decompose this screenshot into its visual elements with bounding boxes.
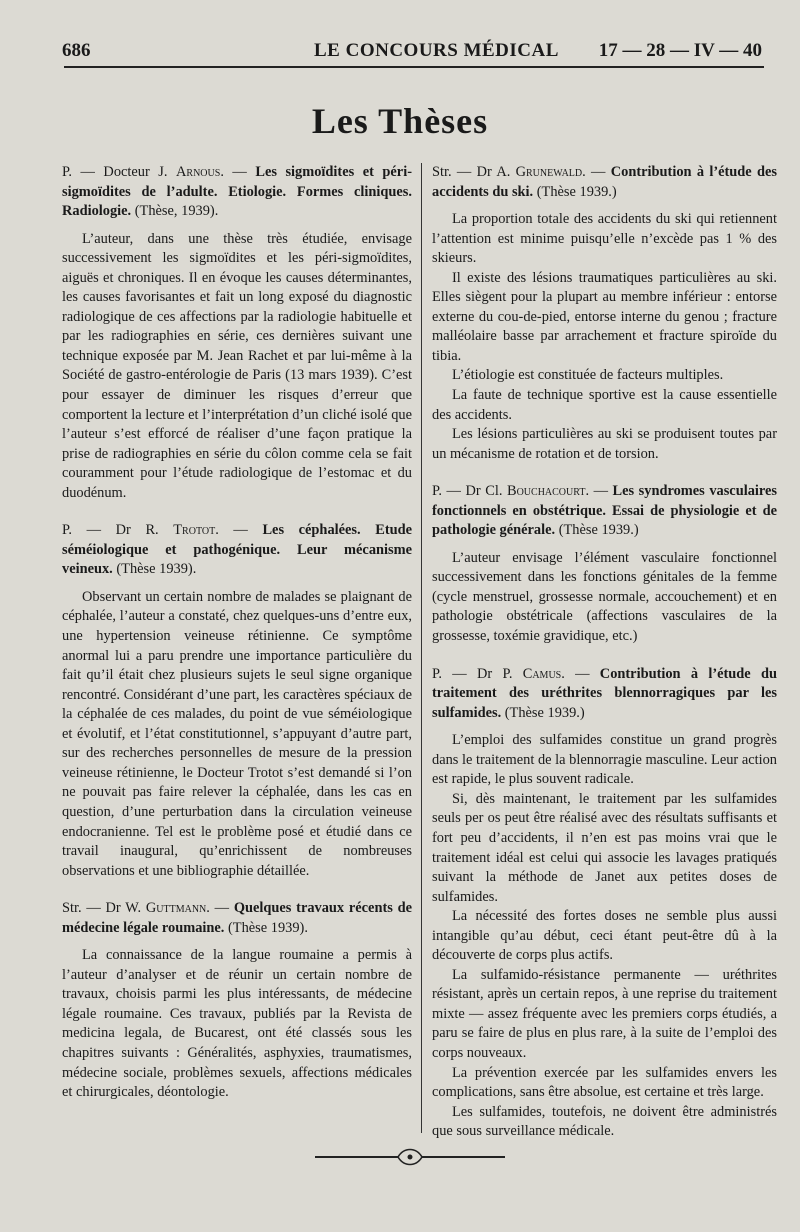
heading-prefix: P. — Dr Cl. — [432, 483, 507, 500]
thesis-year: (Thèse 1939.) — [501, 704, 585, 721]
heading-prefix: Str. — Dr A. — [432, 164, 516, 180]
thesis-entry — [432, 163, 777, 464]
thesis-heading — [62, 163, 412, 222]
author-name: Grunewald — [515, 164, 583, 180]
thesis-year: (Thèse 1939.) — [533, 183, 617, 200]
article-gap — [62, 503, 412, 521]
left-column — [62, 163, 412, 1103]
article-gap — [62, 881, 412, 899]
journal-title: LE CONCOURS MÉDICAL — [314, 40, 559, 61]
heading-separator: . — — [220, 164, 256, 180]
right-column — [432, 163, 777, 1142]
running-header — [62, 34, 762, 64]
heading-separator: . — — [561, 665, 600, 682]
thesis-title: Contribution à l’étude des accidents du ski. — [432, 164, 778, 200]
heading-separator: . — — [215, 522, 263, 539]
thesis-title: Quelques travaux récents de médecine légale roumaine. — [62, 900, 413, 936]
thesis-title: Contribution à l’étude du traitement des uréthrites blennorragiques par les sulfamides. — [432, 665, 777, 721]
body-paragraph: Si, dès maintenant, le traitement par les sulfamides seuls per os peut être réalisé avec des résultats suffisants et fort peu d’accidents, il n’en est pas moins vrai que le traitement idéal est celui qui associe les lavages pratiqués suivant la méthode de Janet aux petites doses de sulfamides. — [432, 790, 777, 905]
thesis-entry — [432, 665, 777, 1142]
body-paragraph: La proportion totale des accidents du ski qui retiennent l’attention est minime puisqu’elle n’excède pas 1 % des skieurs. — [432, 211, 777, 267]
body-paragraph: La nécessité des fortes doses ne semble plus aussi intangible qu’au début, ceci étant peut-être dû à la découverte de corps plus actifs. — [432, 908, 777, 964]
thesis-heading — [432, 665, 777, 724]
header-rule — [64, 66, 764, 68]
heading-prefix: Str. — Dr W. — [62, 900, 146, 917]
thesis-entry — [62, 521, 412, 881]
body-paragraph: L’auteur envisage l’élément vasculaire fonctionnel successivement dans les fonctions génitales de la femme (cycle menstruel, grossesse normale, accouchement) et en pathologie obstétricale (affections vasculaires de la grossesse, toxémie gravidique, etc.) — [432, 549, 777, 645]
heading-prefix: P. — Dr R. — [62, 522, 174, 539]
thesis-year: (Thèse 1939). — [224, 919, 308, 936]
author-name: Bouchacourt — [506, 483, 586, 500]
heading-prefix: P. — Docteur J. — [62, 164, 177, 180]
thesis-heading — [62, 899, 412, 938]
thesis-entry — [62, 163, 412, 503]
thesis-title: Les céphalées. Etude séméiologique et pathogénique. Leur mécanisme veineux. — [62, 522, 413, 578]
heading-separator: . — — [585, 483, 613, 500]
thesis-heading — [432, 482, 777, 541]
column-divider — [421, 163, 422, 1133]
heading-prefix: P. — Dr P. — [432, 665, 523, 682]
heading-separator: . — — [206, 900, 234, 917]
heading-separator: . — — [582, 164, 611, 180]
thesis-year: (Thèse 1939.) — [555, 522, 639, 539]
body-paragraph: La faute de technique sportive est la cause essentielle des accidents. — [432, 387, 777, 423]
body-paragraph: Il existe des lésions traumatiques particulières au ski. Elles siègent pour la plupart au membre inférieur : entorse externe du cou-de-pied, entorse interne du genou ; fracture malléolaire basse par arrachement et fracture spiroïde du tibia. — [432, 269, 777, 364]
section-title: Les Thèses — [311, 101, 489, 141]
body-paragraph: La connaissance de la langue roumaine a permis à l’auteur d’analyser et de réunir un certain nombre de travaux, choisis parmi les plus intéressants, de médecine légale roumaine. Ces travaux, publiés par la Revista de medicina legala, de Bucarest, ont été classés sous les chapitres suivants : Généralités, asphyxies, traumatismes, médecine sociale, problèmes sexuels, affections médicales et chirurgicales, déontologie. — [62, 947, 412, 1101]
body-paragraph: La prévention exercée par les sulfamides envers les complications, sans être absolue, est certaine et très large. — [432, 1064, 777, 1101]
thesis-title: Les sigmoïdites et péri-sigmoïdites de l’adulte. Etiologie. Formes cliniques. Radiologie. — [62, 164, 412, 220]
thesis-entry — [62, 899, 412, 1102]
author-name: Arnous — [176, 164, 221, 180]
article-gap — [432, 464, 777, 482]
author-name: Guttmann — [145, 900, 207, 917]
thesis-heading — [62, 521, 412, 580]
thesis-entry — [432, 482, 777, 646]
thesis-year: (Thèse 1939). — [112, 561, 197, 578]
body-paragraph: Les sulfamides, toutefois, ne doivent être administrés que sous surveillance médicale. — [432, 1103, 777, 1140]
page-number: 686 — [62, 40, 91, 61]
thesis-heading — [432, 163, 777, 202]
author-name: Trotot — [173, 522, 216, 539]
author-name: Camus — [522, 665, 562, 682]
body-paragraph: Les lésions particulières au ski se produisent toutes par un mécanisme de rotation et de torsion. — [432, 426, 777, 462]
article-gap — [432, 647, 777, 665]
end-ornament — [310, 1145, 510, 1169]
body-paragraph: La sulfamido-résistance permanente — uréthrites résistant, après un certain repos, à une reprise du traitement mixte — assez fréquente avec les premiers corps étudiés, a paru se faire de plus en plus rare, à la suite de l’emploi des corps nouveaux. — [432, 966, 777, 1061]
body-paragraph: L’auteur, dans une thèse très étudiée, envisage successivement les sigmoïdites et les péri-sigmoïdites, aiguës et chroniques. Il en évoque les causes déterminantes, les causes favorisantes et fait un long exposé du diagnostic radiologique de ces affections par la radiologie habituelle et par les radiographies en série, ces dernières suivant une technique exposée par M. Jean Rachet et par lui-même à la Société de gastro-entérologie de Paris (13 mars 1939). C’est pour essayer de diminuer les risques d’erreur que comportent la lecture et l’interprétation d’un cliché isolé que l’auteur s’est efforcé de réaliser d’une façon pratique la prise de radiographies en série du côlon comme cela se fait couramment pour l’étude radiologique de l’estomac et du duodénum. — [62, 230, 412, 501]
thesis-title: Les syndromes vasculaires fonctionnels en obstétrique. Essai de physiologie et de pathologie générale. — [432, 483, 778, 539]
body-paragraph: L’emploi des sulfamides constitue un grand progrès dans le traitement de la blennorragie masculine. Leur action est rapide, le plus souvent radicale. — [432, 732, 777, 788]
body-paragraph: Observant un certain nombre de malades se plaignant de céphalée, l’auteur a constaté, chez quelques-uns d’entre eux, une hypertension veineuse rétinienne. Ce symptôme anormal lui a paru prendre une importance particulière du fait qu’il était chez plusieurs sujets le seul signe organique rencontré. Considérant d’une part, les caractères spéciaux de la céphalée de ces malades, du point de vue séméiologique et évolutif, et l’état constitutionnel, s’appuyant d’autre part, sur des recherches personnelles de mesure de la pression veineuse rétinienne, le Docteur Trotot s’est demandé si l’on ne pouvait pas faire relever la céphalée, dans les cas en question, d’une perturbation dans la circulation veineuse endocranienne. Tel est le problème posé et étudié dans ce travail inaugural, qu’enrichissent de nombreuses observations et une bibliographie détaillée. — [62, 588, 412, 879]
issue-date: 17 — 28 — IV — 40 — [598, 40, 762, 61]
body-paragraph: L’étiologie est constituée de facteurs multiples. — [452, 367, 724, 384]
thesis-year: (Thèse, 1939). — [131, 203, 219, 220]
